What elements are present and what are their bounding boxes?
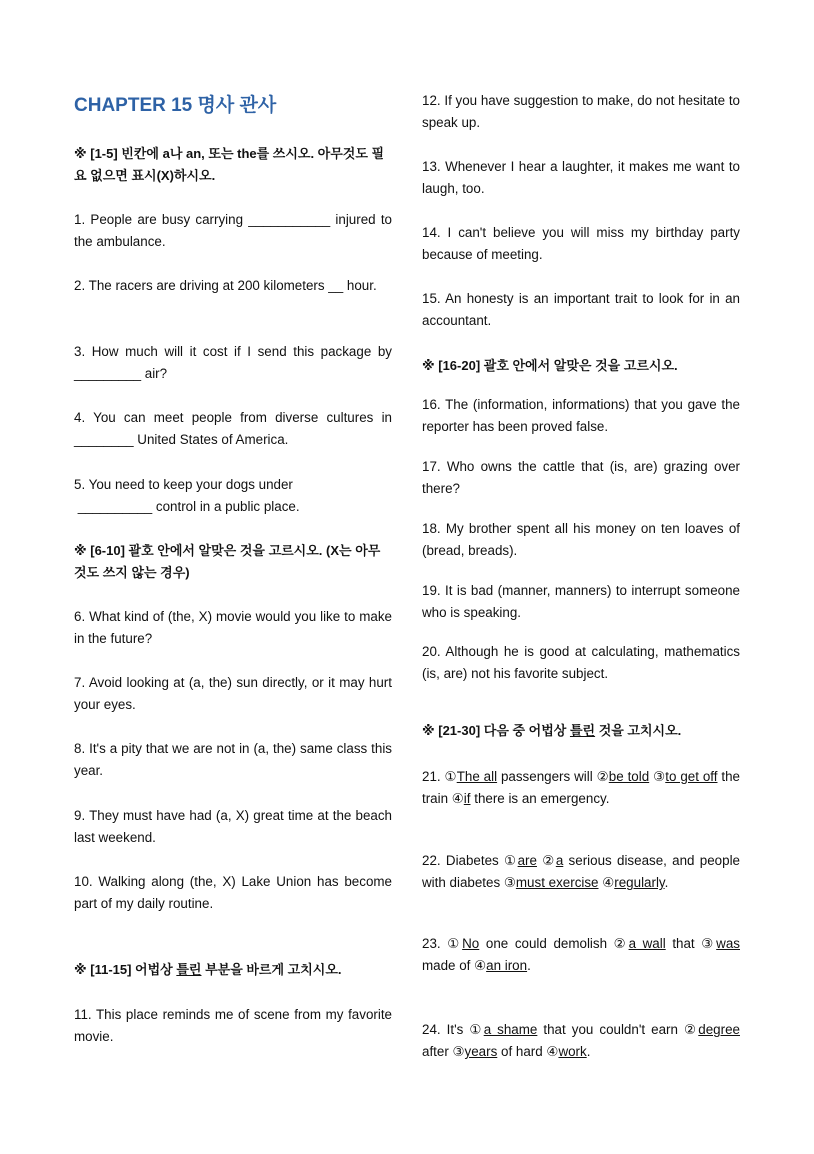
- q21-text-3: the train: [422, 769, 744, 806]
- question-19: 19. It is bad (manner, manners) to interrupt someone who is speaking.: [422, 583, 740, 620]
- q23-marker-1: ①: [447, 936, 463, 951]
- q23-text-3: made of: [422, 936, 744, 973]
- q24-text-1: that you couldn't earn: [537, 1022, 684, 1037]
- section-5-text: ※ [21-30] 다음 중 어법상: [422, 723, 570, 738]
- q22-marker-2: ②: [542, 853, 556, 868]
- q21-option-1: The all: [456, 769, 498, 784]
- section-3-text-end: 부분을 바르게 고치시오.: [201, 962, 342, 977]
- chapter-title: CHAPTER 15 명사 관사: [74, 95, 277, 116]
- question-11: 11. This place reminds me of scene from my favorite movie.: [74, 1007, 392, 1044]
- q22-text-4: .: [664, 875, 669, 890]
- section-3-instruction: [74, 959, 392, 981]
- question-8: 8. It's a pity that we are not in (a, the) same class this year.: [74, 741, 392, 778]
- q23-option-2: a wall: [628, 936, 666, 951]
- q21-option-4: if: [463, 791, 471, 806]
- section-5-underline: 틀린: [569, 723, 596, 738]
- section-1-instruction: ※ [1-5] 빈칸에 a나 an, 또는 the를 쓰시오. 아무것도 필요 없으면 표시(X)하시오.: [74, 146, 385, 183]
- question-6: 6. What kind of (the, X) movie would you like to make in the future?: [74, 609, 392, 646]
- q24-marker-1: ①: [469, 1022, 484, 1037]
- question-5-line-2: __________ control in a public place.: [74, 499, 300, 514]
- q21-number: 21.: [422, 769, 445, 784]
- question-21: [422, 766, 744, 810]
- question-2: 2. The racers are driving at 200 kilometers __ hour.: [74, 278, 377, 293]
- q21-marker-4: ④: [451, 791, 464, 806]
- question-12: 12. If you have suggestion to make, do not hesitate to speak up.: [422, 93, 740, 130]
- question-14: 14. I can't believe you will miss my birthday party because of meeting.: [422, 225, 740, 262]
- question-24: [422, 1019, 744, 1063]
- q21-option-3: to get off: [665, 769, 718, 784]
- q23-text-1: one could demolish: [479, 936, 614, 951]
- q24-text-3: of hard: [497, 1044, 547, 1059]
- q22-option-2: a: [555, 853, 564, 868]
- q21-text-1: passengers will: [497, 769, 597, 784]
- q21-option-2: be told: [608, 769, 650, 784]
- question-1: 1. People are busy carrying ___________ injured to the ambulance.: [74, 212, 392, 249]
- q24-text-2: after: [422, 1022, 744, 1059]
- section-3-underline: 틀린: [176, 962, 202, 977]
- q22-marker-3: ③: [503, 875, 516, 890]
- section-2-instruction: ※ [6-10] 괄호 안에서 알맞은 것을 고르시오. (X는 아무 것도 쓰지 않는 경우): [74, 543, 381, 580]
- q21-text-4: there is an emergency.: [470, 791, 610, 806]
- q24-text-4: .: [586, 1044, 591, 1059]
- question-10: 10. Walking along (the, X) Lake Union has become part of my daily routine.: [74, 874, 392, 911]
- section-4-instruction: ※ [16-20] 괄호 안에서 알맞은 것을 고르시오.: [422, 358, 678, 373]
- q24-option-3: years: [464, 1044, 498, 1059]
- q22-option-1: are: [517, 853, 537, 868]
- q23-marker-4: ④: [474, 958, 487, 973]
- question-22: [422, 850, 744, 894]
- q24-marker-2: ②: [683, 1022, 699, 1037]
- q24-option-2: degree: [698, 1022, 740, 1037]
- section-5-instruction: [422, 720, 740, 742]
- question-5: [74, 474, 392, 518]
- q21-marker-1: ①: [444, 769, 457, 784]
- q23-number: 23.: [422, 936, 448, 951]
- question-20: 20. Although he is good at calculating, mathematics (is, are) not his favorite subject.: [422, 644, 740, 681]
- q23-option-3: was: [716, 936, 740, 951]
- section-5-text-end: 것을 고치시오.: [595, 723, 682, 738]
- q22-marker-4: ④: [602, 875, 615, 890]
- section-3-text: ※ [11-15] 어법상: [74, 962, 177, 977]
- question-17: 17. Who owns the cattle that (is, are) grazing over there?: [422, 459, 740, 496]
- question-3: 3. How much will it cost if I send this package by _________ air?: [74, 344, 392, 381]
- q23-option-4: an iron: [486, 958, 528, 973]
- q22-option-3: must exercise: [515, 875, 599, 890]
- q21-marker-3: ③: [653, 769, 666, 784]
- q22-number: 22. Diabetes: [422, 853, 505, 868]
- q24-marker-3: ③: [452, 1044, 465, 1059]
- q23-text-2: that: [665, 936, 702, 951]
- q22-option-4: regularly: [614, 875, 665, 890]
- q24-number: 24. It's: [422, 1022, 470, 1037]
- question-23: [422, 933, 744, 977]
- question-5-line-1: 5. You need to keep your dogs under: [74, 477, 293, 492]
- question-13: 13. Whenever I hear a laughter, it makes me want to laugh, too.: [422, 159, 740, 196]
- q23-option-1: No: [462, 936, 480, 951]
- q23-marker-3: ③: [701, 936, 717, 951]
- q23-marker-2: ②: [613, 936, 629, 951]
- q22-marker-1: ①: [504, 853, 518, 868]
- q24-option-1: a shame: [483, 1022, 538, 1037]
- question-16: 16. The (information, informations) that you gave the reporter has been proved false.: [422, 397, 740, 434]
- question-18: 18. My brother spent all his money on ten loaves of (bread, breads).: [422, 521, 740, 558]
- q21-marker-2: ②: [596, 769, 609, 784]
- question-15: 15. An honesty is an important trait to look for in an accountant.: [422, 291, 740, 328]
- q24-option-4: work: [558, 1044, 587, 1059]
- q24-marker-4: ④: [546, 1044, 559, 1059]
- question-7: 7. Avoid looking at (a, the) sun directly, or it may hurt your eyes.: [74, 675, 392, 712]
- question-9: 9. They must have had (a, X) great time at the beach last weekend.: [74, 808, 392, 845]
- q23-text-4: .: [527, 958, 531, 973]
- question-4: 4. You can meet people from diverse cultures in ________ United States of America.: [74, 410, 392, 447]
- q22-text-2: serious disease, and people with diabetes: [422, 853, 744, 890]
